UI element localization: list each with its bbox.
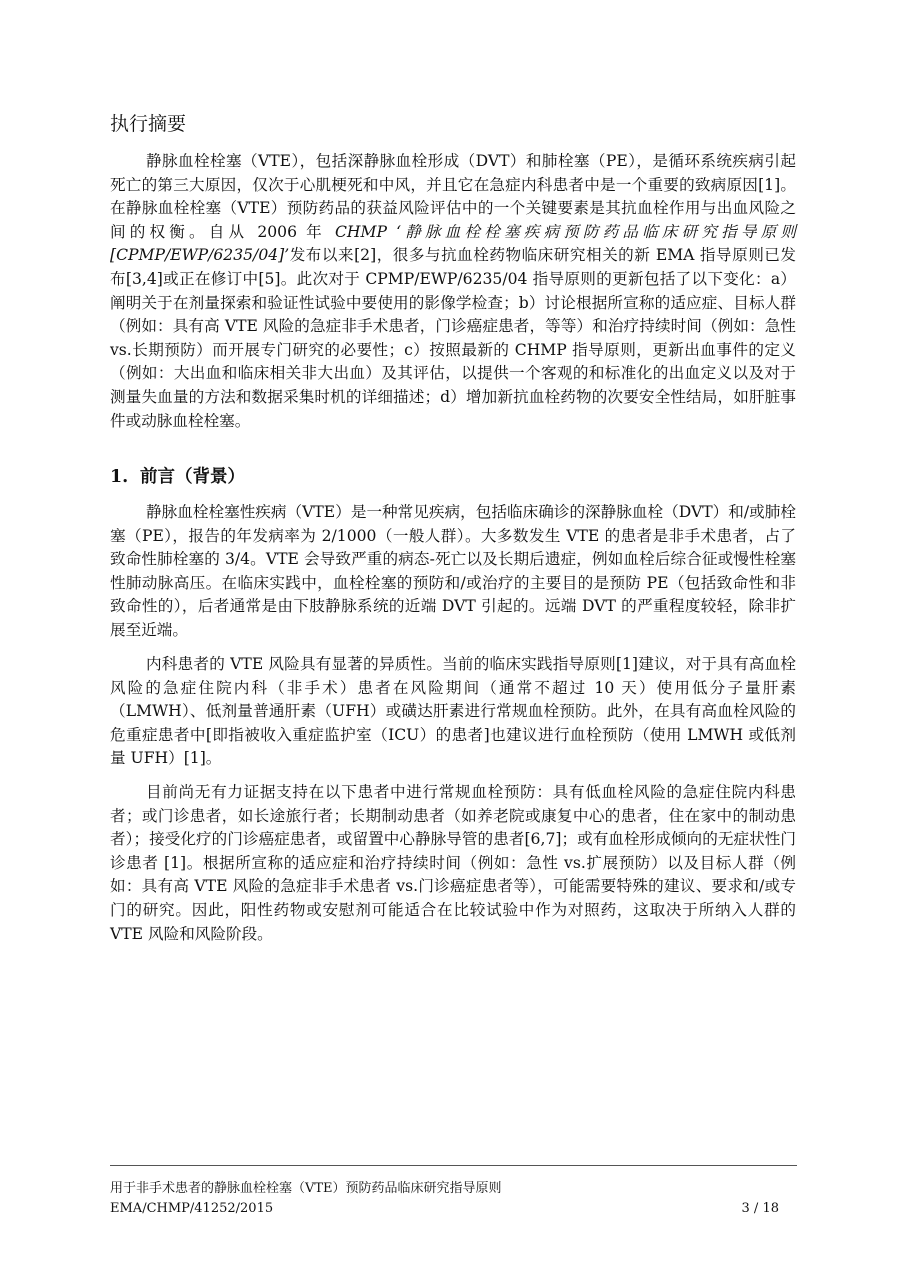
- footer-document-id: EMA/CHMP/41252/2015: [110, 1201, 274, 1216]
- section-1-number: 1.: [110, 467, 129, 487]
- section-1-heading: [110, 465, 245, 489]
- exec-summary-text-1: 静脉血栓栓塞（VTE），包括深静脉血栓形成（DVT）和肺栓塞（PE），是循环系统疾病引起死亡的第三大原因，仅次于心肌梗死和中风，并且它在急症内科患者中是一个重要的致病原因[1]。在静脉血栓栓塞（VTE）预防药品的获益风险评估中的一个关键要素是其抗血栓作用与出血风险之间的权衡。自从 2006 年: [110, 152, 796, 241]
- section-1-paragraph-2: 内科患者的 VTE 风险具有显著的异质性。当前的临床实践指导原则[1]建议，对于具有高血栓风险的急症住院内科（非手术）患者在风险期间（通常不超过 10 天）使用低分子量肝素（LMWH）、低剂量普通肝素（UFH）或磺达肝素进行常规血栓预防。此外，在具有高血栓风险的危重症患者中[即指被收入重症监护室（ICU）的患者]也建议进行血栓预防（使用 LMWH 或低剂量 UFH）[1]。: [110, 655, 796, 768]
- section-1-paragraph-3: 目前尚无有力证据支持在以下患者中进行常规血栓预防：具有低血栓风险的急症住院内科患者；或门诊患者，如长途旅行者；长期制动患者（如养老院或康复中心的患者，住在家中的制动患者）；接受化疗的门诊癌症患者，或留置中心静脉导管的患者[6,7]；或有血栓形成倾向的无症状性门诊患者 [1]。根据所宣称的适应症和治疗持续时间（例如：急性 vs.扩展预防）以及目标人群（例如：具有高 VTE 风险的急症非手术患者 vs.门诊癌症患者等），可能需要特殊的建议、要求和/或专门的研究。因此，阳性药物或安慰剂可能适合在比较试验中作为对照药，这取决于所纳入人群的 VTE 风险和风险阶段。: [110, 783, 796, 943]
- footer-divider: [110, 1165, 797, 1166]
- footer-page-number: 3 / 18: [741, 1201, 779, 1216]
- footer-document-title: 用于非手术患者的静脉血栓栓塞（VTE）预防药品临床研究指导原则: [110, 1181, 502, 1196]
- executive-summary-heading: 执行摘要: [110, 113, 187, 135]
- executive-summary-paragraph: [110, 150, 796, 433]
- section-1-paragraph-1: 静脉血栓栓塞性疾病（VTE）是一种常见疾病，包括临床确诊的深静脉血栓（DVT）和/或肺栓塞（PE），报告的年发病率为 2/1000（一般人群）。大多数发生 VTE 的患者是非手术患者，占了致命性肺栓塞的 3/4。VTE 会导致严重的病态-死亡以及长期后遗症，例如血栓后综合征或慢性栓塞性肺动脉高压。在临床实践中，血栓栓塞的预防和/或治疗的主要目的是预防 PE（包括致命性和非致命性的），后者通常是由下肢静脉系统的近端 DVT 引起的。远端 DVT 的严重程度较轻，除非扩展至近端。: [110, 503, 796, 639]
- exec-summary-text-2: 发布以来[2]，很多与抗血栓药物临床研究相关的新 EMA 指导原则已发布[3,4]或正在修订中[5]。此次对于 CPMP/EWP/6235/04 指导原则的更新包括了以下变化：a）阐明关于在剂量探索和验证性试验中要使用的影像学检查；b）讨论根据所宣称的适应症、目标人群（例如：具有高 VTE 风险的急症非手术患者，门诊癌症患者，等等）和治疗持续时间（例如：急性 vs.长期预防）而开展专门研究的必要性；c）按照最新的 CHMP 指导原则，更新出血事件的定义（例如：大出血和临床相关非大出血）及其评估，以提供一个客观的和标准化的出血定义以及对于测量失血量的方法和数据采集时机的详细描述；d）增加新抗血栓药物的次要安全性结局，如肝脏事件或动脉血栓栓塞。: [110, 246, 796, 430]
- section-1-title: 前言（背景）: [140, 467, 245, 487]
- exec-summary-guideline-title: CHMP ‘静脉血栓栓塞疾病预防药品临床研究指导原则[CPMP/EWP/6235/04]’: [110, 222, 796, 265]
